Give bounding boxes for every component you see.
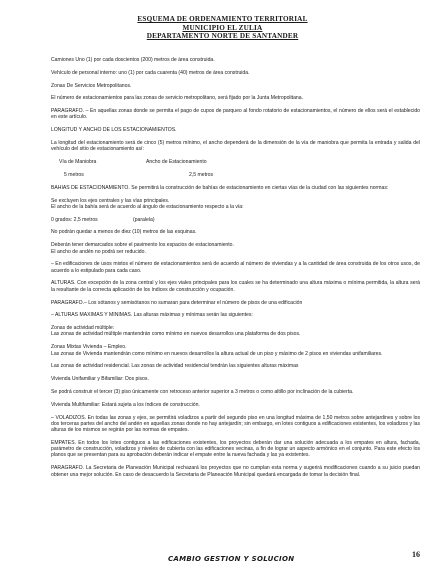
paragraph: PARAGRAFO.– Los sótanos y semisótanos no sumaran para determinar el número de pisos de una edificación (51, 299, 303, 306)
paragraph: Se podrá construir el tercer (3) piso únicamente con retroceso anterior superior a 3 metros o como altillo por inclinación de la cubierta. (51, 388, 354, 395)
footer-slogan: CAMBIO GESTION Y SOLUCION (168, 555, 295, 563)
paragraph: Las zonas de actividad múltiple mantendrán como mínimo en nuevos desarrollos una plataforma de dos pisos. (51, 331, 301, 338)
paragraph: Vivienda Multifamiliar: Estará sujeta a los índices de construcción. (51, 401, 200, 408)
table-cell: 0 grados: 2,5 metros (51, 216, 98, 223)
paragraph: Deberán tener demarcados sobre el pavimento los espacios de estacionamiento. (51, 242, 234, 249)
paragraph: – En edificaciones de usos mixtos el número de estacionamientos será de acuerdo al número de viviendas y a la cantidad de área construida de los otros usos, de acuerdo a lo estipulado para cada caso. (51, 261, 420, 274)
page-number: 16 (412, 550, 420, 559)
paragraph: EMPATES. En todos los lotes contiguos a las edificaciones existentes, los proyectos deberán dar una solución adecuada a los empates en altura, fachada, parámetro de construcción, voladizos y niveles de cubierta con las edificaciones vecinas, a fin de lograr un aspecto armónico en el conjunto. Para este efecto los planos que se presentan para su aprobación deberán indicar el empate entre la nueva fachada y las ya existentes. (51, 439, 420, 459)
paragraph: Vehículo de personal interno: uno (1) por cada cuarenta (40) metros de área construida. (51, 69, 250, 76)
paragraph: No podrán quedar a menos de diez (10) metros de las esquinas. (51, 229, 197, 236)
table-cell: 2,5 metros (189, 171, 214, 178)
section-heading: LONGITUD Y ANCHO DE LOS ESTACIONAMIENTOS. (51, 127, 177, 134)
paragraph: ALTURAS. Con excepción de la zona central y los ejes viales principales para los cuales se ha determinado una altura máxima o mínima permitida, la altura será la resultante de la correcta aplicación de los índices de construcción y ocupación. (51, 280, 420, 293)
table-header: Vía de Maniobra (59, 159, 97, 166)
section-heading: – ALTURAS MAXIMAS Y MINIMAS. Las alturas máximas y mínimas serán las siguientes: (51, 312, 253, 319)
paragraph: – VOLADIZOS. En todas las zonas y ejes, se permitirá voladizos a partir del segundo piso en una longitud máxima de 1,50 metros sobre antejardines y sobre los dos terceras partes del ancho del andén en aquellas zonas donde no hay antejardín; sin embargo, en lotes contiguos a edificaciones existentes, los voladizos y las alturas de los mismos se regirán por las normas de empates. (51, 414, 420, 434)
table-cell: (paralela) (133, 216, 155, 223)
paragraph: Camiones Uno (1) por cada doscientos (200) metros de área construida. (51, 57, 215, 63)
paragraph: PARAGRAFO. La Secretaria de Planeación Municipal rechazará los proyectos que no cumplan esta norma y sugerirá modificaciones cuando a su juicio puedan obtener una mejor solución. En caso de desacuerdo la Secretaria de Planeación Municipal quedará encargada de tomar la decisión final. (51, 465, 420, 478)
header-title: ESQUEMA DE ORDENAMIENTO TERRITORIAL (137, 15, 308, 23)
paragraph: Zonas Mixtas Vivienda – Empleo. (51, 344, 127, 351)
table-header: Ancho de Estacionamiento (146, 159, 207, 166)
paragraph: El ancho de andén no podrá ser reducido. (51, 248, 146, 255)
document-body (51, 57, 420, 478)
paragraph: Las zonas de actividad residencial. Las zonas de actividad residencial tendrán las siguientes alturas máximas (51, 363, 299, 370)
parking-table (51, 159, 420, 178)
paragraph: Se excluyen los ejes centrales y las vías principales. (51, 197, 170, 204)
paragraph: Zonas De Servicios Metropolitanos. (51, 82, 132, 89)
paragraph: BAHIAS DE ESTACIONAMIENTO. Se permitirá la construcción de bahías de estacionamiento en ciertas vías de la ciudad con las siguientes normas: (51, 184, 389, 191)
paragraph: La longitud del estacionamiento será de cinco (5) metros mínimo, el ancho dependerá de la dimensión de la vía de maniobra que permita la entrada y salida del vehículo del sitio de estacionamiento así: (51, 140, 420, 153)
paragraph: PARAGRAFO. – En aquellas zonas donde se permita el pago de cupos de parqueo al fondo rotatorio de estacionamientos, el número de ellos será el establecido en este artículo. (51, 108, 420, 121)
paragraph: Las zonas de Vivienda mantendrán como mínimo en nuevos desarrollos la altura actual de un piso y máximo de 2 pisos en viviendas unifamiliares. (51, 350, 383, 357)
paragraph: Vivienda Unifamiliar y Bifamiliar: Dos pisos. (51, 376, 149, 383)
paragraph: El número de estacionamientos para las zonas de servicio metropolitano, será fijado por la Junta Metropolitana. (51, 95, 303, 102)
header-municipality: MUNICIPIO EL ZULIA (182, 23, 263, 32)
paragraph: Zonas de actividad múltiple: (51, 325, 115, 332)
document-header (0, 15, 445, 41)
header-department: DEPARTAMENTO NORTE DE SANTANDER (146, 32, 299, 41)
table-cell: 5 metros (64, 171, 84, 178)
paragraph: El ancho de la bahía será de acuerdo al ángulo de estacionamiento respecto a la vía: (51, 203, 244, 210)
